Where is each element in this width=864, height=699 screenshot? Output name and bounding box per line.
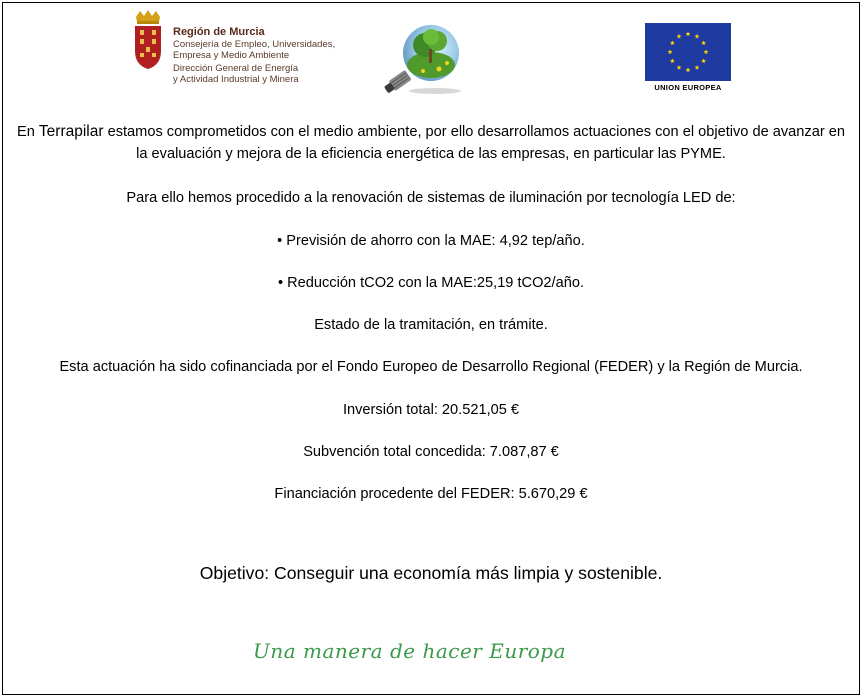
status-line: Estado de la tramitación, en trámite. (314, 317, 548, 333)
reduction-label: Reducción tCO2 con la MAE: (287, 275, 477, 291)
objective-line: Objetivo: Conseguir una economía más limpia y sostenible. (199, 563, 663, 583)
intro-paragraph (3, 121, 859, 165)
intro-rest: estamos comprometidos con el medio ambiente, por ello desarrollamos actuaciones con el objetivo de avanzar en la evaluación y mejora de la eficiencia energética de las empresas, en particular las PYME. (103, 124, 845, 162)
saving-label: Previsión de ahorro con la MAE: (286, 233, 496, 249)
murcia-text-block (173, 27, 393, 85)
feder-line: Financiación procedente del FEDER: 5.670,29 € (274, 486, 588, 502)
header-logos (3, 3, 859, 103)
region-name: Región de Murcia (173, 26, 265, 38)
intro-start: En (17, 124, 39, 140)
direction-line-1: Dirección General de Energía (173, 63, 299, 74)
eu-slogan: Una manera de hacer Europa (253, 639, 567, 663)
saving-item (3, 233, 859, 249)
department-line-1: Consejería de Empleo, Universidades, (173, 39, 336, 50)
reduction-item (3, 275, 859, 291)
direction-line-2: y Actividad Industrial y Minera (173, 74, 299, 85)
eu-flag-icon (645, 23, 731, 81)
reduction-value: 25,19 tCO2/año. (476, 275, 585, 291)
saving-value: 4,92 tep/año. (495, 233, 585, 249)
bullet-glyph: • (277, 233, 283, 249)
department-line-2: Empresa y Medio Ambiente (173, 50, 290, 61)
cofinanced-line: Esta actuación ha sido cofinanciada por el Fondo Europeo de Desarrollo Regional (FEDER) y la Región de Murcia. (59, 359, 803, 375)
investment-line: Inversión total: 20.521,05 € (342, 402, 520, 418)
eu-logo (645, 23, 735, 92)
main-content (3, 121, 859, 165)
company-name: Terrapilar (38, 123, 104, 140)
subsidy-line: Subvención total concedida: 7.087,87 € (303, 444, 559, 460)
eco-lightbulb-icon (365, 19, 465, 99)
renewal-line: Para ello hemos procedido a la renovación de sistemas de iluminación por tecnología LED de: (126, 190, 736, 206)
murcia-crest-icon (131, 9, 165, 71)
document-frame (2, 2, 860, 695)
bullet-glyph: • (277, 275, 284, 291)
eu-label: UNION EUROPEA (654, 83, 722, 92)
